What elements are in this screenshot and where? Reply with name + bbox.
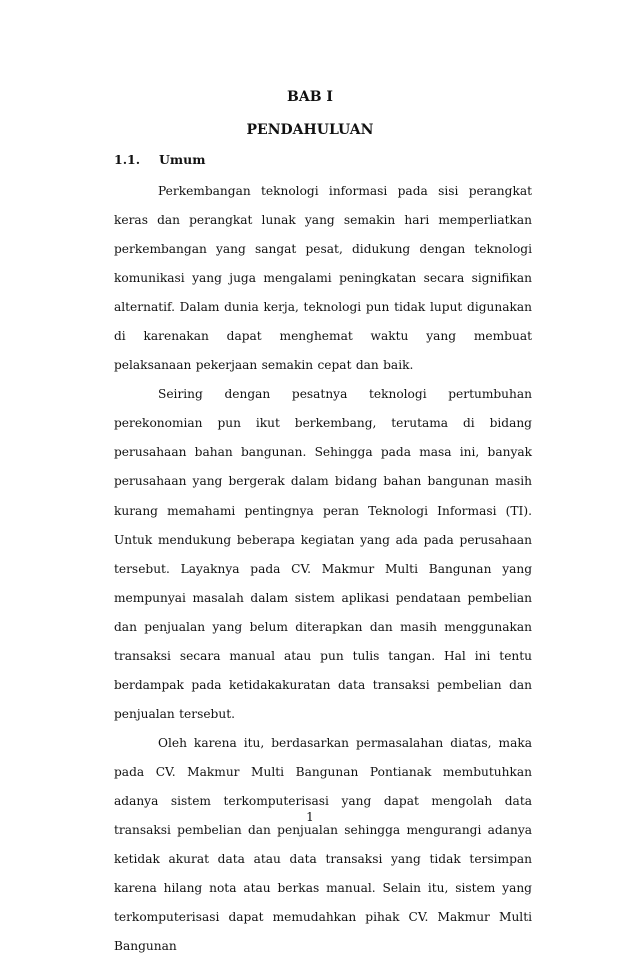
chapter-title: PENDAHULUAN xyxy=(246,122,374,138)
section-heading xyxy=(114,152,205,167)
paragraph: Oleh karena itu, berdasarkan permasalahan diatas, maka pada CV. Makmur Multi Bangunan Pontianak membutuhkan adanya sistem terkomputerisasi yang dapat mengolah data transaksi pembelian dan penjualan sehingga mengurangi adanya ketidak akurat data atau data transaksi yang tidak tersimpan karena hilang nota atau berkas manual. Selain itu, sistem yang terkomputerisasi dapat memudahkan pihak CV. Makmur Multi Bangunan xyxy=(114,735,532,954)
paragraph: Seiring dengan pesatnya teknologi pertumbuhan perekonomian pun ikut berkembang, terutama di bidang perusahaan bahan bangunan. Sehingga pada masa ini, banyak perusahaan yang bergerak dalam bidang bahan bangunan masih kurang memahami pentingnya peran Teknologi Informasi (TI). Untuk mendukung beberapa kegiatan yang ada pada perusahaan tersebut. Layaknya pada CV. Makmur Multi Bangunan yang mempunyai masalah dalam sistem aplikasi pendataan pembelian dan penjualan yang belum diterapkan dan masih menggunakan transaksi secara manual atau pun tulis tangan. Hal ini tentu berdampak pada ketidakakuratan data transaksi pembelian dan penjualan tersebut. xyxy=(114,387,532,721)
chapter-label: BAB I xyxy=(287,89,333,105)
section-number: 1.1. xyxy=(114,152,141,167)
section-title: Umum xyxy=(159,152,206,167)
body-text xyxy=(114,177,532,961)
paragraph: Perkembangan teknologi informasi pada sisi perangkat keras dan perangkat lunak yang semakin hari memperliatkan perkembangan yang sangat pesat, didukung dengan teknologi komunikasi yang juga mengalami peningkatan secara signifikan alternatif. Dalam dunia kerja, teknologi pun tidak luput digunakan di karenakan dapat menghemat waktu yang membuat pelaksanaan pekerjaan semakin cepat dan baik. xyxy=(114,184,532,373)
page-number: 1 xyxy=(306,810,314,824)
